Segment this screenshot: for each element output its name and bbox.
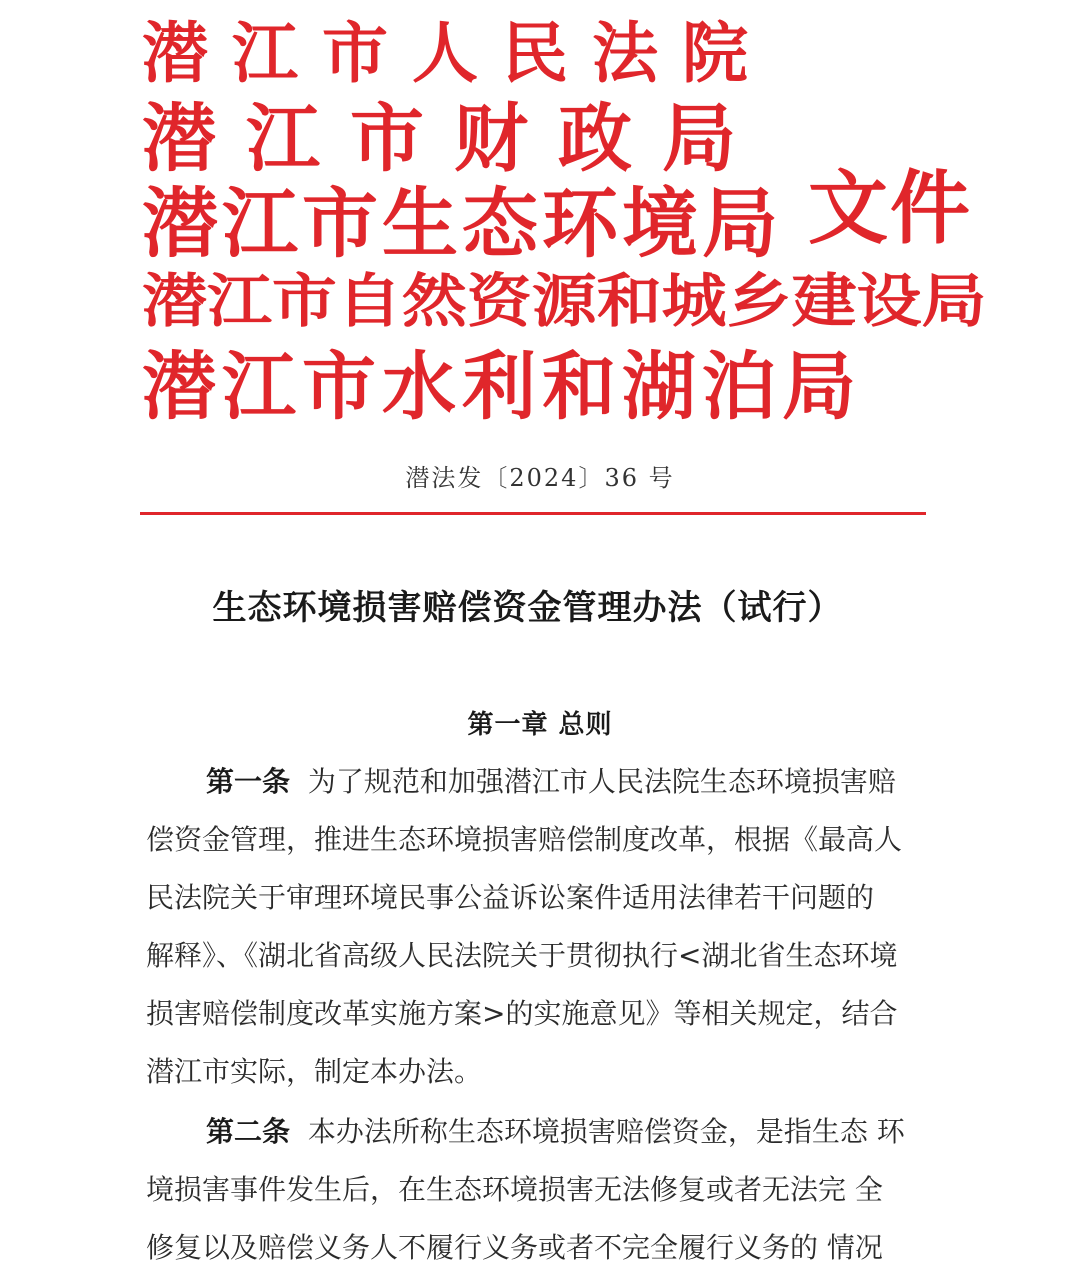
article-2-line: 修复以及赔偿义务人不履行义务或者不完全履行义务的 情况 bbox=[146, 1231, 883, 1264]
document-number: 潜法发〔2024〕36 号 bbox=[405, 464, 675, 492]
issuer-court: 潜江市人民法院 bbox=[142, 14, 772, 92]
article-1-line: 民法院关于审理环境民事公益诉讼案件适用法律若干问题的 bbox=[146, 881, 875, 914]
article-1-line: 解释》、《湖北省高级人民法院关于贯彻执行<湖北省生态环境 bbox=[146, 939, 898, 972]
article-1-label: 第一条 bbox=[206, 765, 291, 798]
article-1-first-line bbox=[146, 765, 1006, 798]
issuer-finance-bureau: 潜江市财政局 bbox=[142, 96, 766, 182]
article-1-line: 潜江市实际，制定本办法。 bbox=[146, 1055, 483, 1088]
document-type-label: 文件 bbox=[808, 161, 972, 255]
issuer-natural-resources-bureau: 潜江市自然资源和城乡建设局 bbox=[142, 267, 987, 335]
article-2-first-line bbox=[146, 1115, 1006, 1148]
article-1-text: 为了规范和加强潜江市人民法院生态环境损害赔 bbox=[307, 765, 896, 798]
chapter-heading: 第一章 总则 bbox=[467, 710, 613, 740]
article-2-line: 境损害事件发生后，在生态环境损害无法修复或者无法完 全 bbox=[146, 1173, 883, 1206]
article-1-line: 损害赔偿制度改革实施方案>的实施意见》等相关规定，结合 bbox=[146, 997, 898, 1030]
issuer-ecology-bureau: 潜江市生态环境局 bbox=[142, 179, 782, 268]
article-2-label: 第二条 bbox=[206, 1115, 291, 1148]
red-divider bbox=[140, 512, 926, 515]
document-title: 生态环境损害赔偿资金管理办法（试行） bbox=[212, 588, 843, 628]
article-1-line: 偿资金管理，推进生态环境损害赔偿制度改革，根据《最高人 bbox=[146, 823, 903, 856]
article-2-text: 本办法所称生态环境损害赔偿资金，是指生态 环 bbox=[307, 1115, 905, 1148]
issuer-water-bureau: 潜江市水利和湖泊局 bbox=[142, 344, 862, 430]
